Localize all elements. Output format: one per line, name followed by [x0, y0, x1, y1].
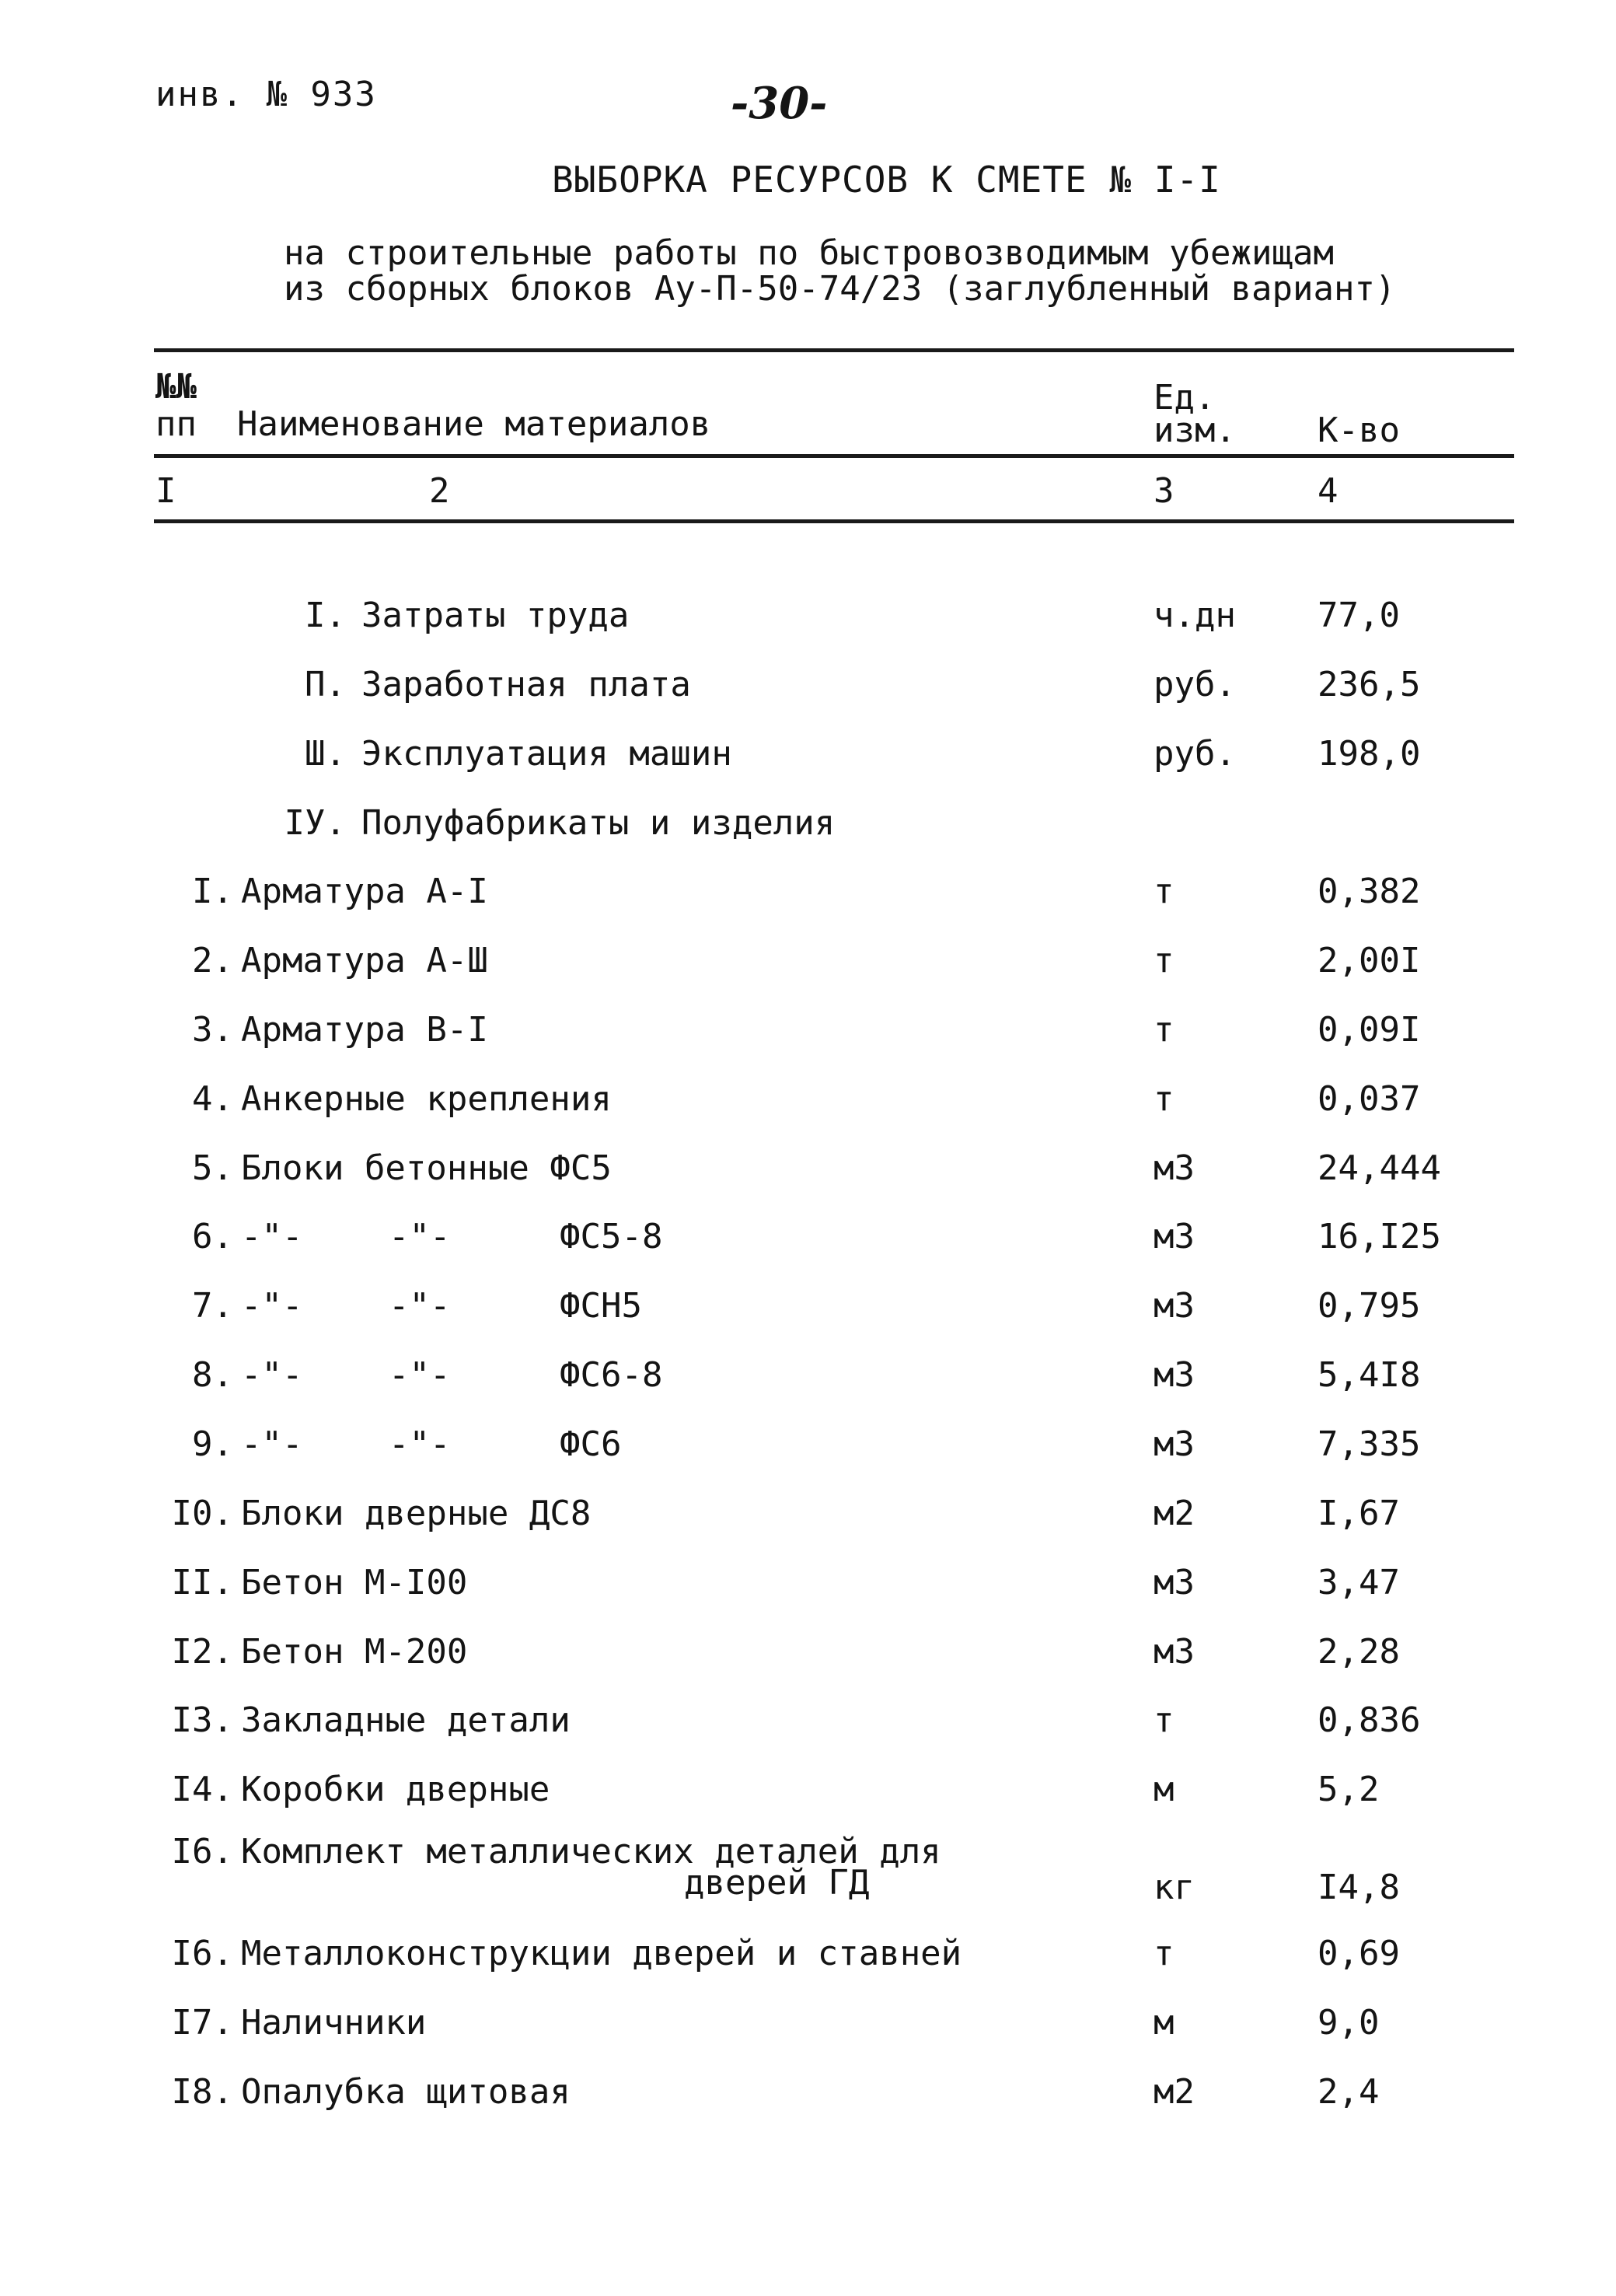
- row-name-line1: Комплект металлических деталей для: [241, 1832, 941, 1871]
- row-number: I0.: [171, 1494, 233, 1533]
- row-number: 8.: [192, 1355, 233, 1395]
- row-number: I4.: [171, 1770, 233, 1809]
- ditto-mark: -"-: [389, 1217, 451, 1256]
- row-name: Арматура В-I: [241, 1010, 488, 1050]
- row-unit: м2: [1154, 2072, 1195, 2112]
- row-number: 6.: [192, 1217, 233, 1256]
- row-unit: руб.: [1154, 665, 1236, 704]
- row-name: Коробки дверные: [241, 1770, 550, 1809]
- row-number: I2.: [171, 1632, 233, 1672]
- row-name: Блоки бетонные ФС5: [241, 1148, 612, 1188]
- column-number-rule: [154, 519, 1514, 523]
- ditto-mark: -"-: [241, 1355, 303, 1395]
- row-name: Наличники: [241, 2003, 427, 2043]
- row-number: II.: [171, 1563, 233, 1602]
- row-unit: м: [1154, 1770, 1174, 1809]
- row-number: 4.: [192, 1079, 233, 1119]
- row-unit: т: [1154, 1700, 1174, 1740]
- row-number: I8.: [171, 2072, 233, 2112]
- row-name: Заработная плата: [361, 665, 691, 704]
- row-quantity: 0,69: [1318, 1934, 1400, 1973]
- row-unit: т: [1154, 1010, 1174, 1050]
- row-name: Закладные детали: [241, 1700, 571, 1740]
- ditto-mark: -"-: [389, 1286, 451, 1326]
- row-name: Блоки дверные ДС8: [241, 1494, 592, 1533]
- row-number: 7.: [192, 1286, 233, 1326]
- row-name: Анкерные крепления: [241, 1079, 612, 1119]
- document-subtitle-line1: на строительные работы по быстровозводимым убежищам: [284, 233, 1335, 273]
- row-name: Затраты труда: [361, 596, 630, 635]
- row-unit: т: [1154, 1934, 1174, 1973]
- ditto-mark: -"-: [241, 1424, 303, 1464]
- row-quantity: 0,09I: [1318, 1010, 1421, 1050]
- row-name: Эксплуатация машин: [361, 734, 732, 774]
- row-name: Арматура А-Ш: [241, 941, 488, 980]
- row-number: Ш.: [305, 734, 346, 774]
- row-unit: м3: [1154, 1632, 1195, 1672]
- row-quantity: 0,382: [1318, 872, 1421, 911]
- row-name: Бетон М-200: [241, 1632, 468, 1672]
- row-unit: м3: [1154, 1148, 1195, 1188]
- row-name: Бетон М-I00: [241, 1563, 468, 1602]
- row-quantity: I,67: [1318, 1494, 1400, 1533]
- document-title: ВЫБОРКА РЕСУРСОВ К СМЕТЕ № I-I: [552, 159, 1221, 201]
- row-quantity: 5,2: [1318, 1770, 1380, 1809]
- block-mark: ФС6: [560, 1424, 622, 1464]
- header-quantity: К-во: [1318, 411, 1400, 450]
- row-unit: т: [1154, 1079, 1174, 1119]
- inventory-number: инв. № 933: [155, 75, 377, 114]
- row-quantity: 24,444: [1318, 1148, 1441, 1188]
- row-number: 5.: [192, 1148, 233, 1188]
- row-name: Полуфабрикаты и изделия: [361, 803, 836, 843]
- page-number: -30-: [731, 78, 828, 129]
- row-unit: м3: [1154, 1217, 1195, 1256]
- row-quantity: 7,335: [1318, 1424, 1421, 1464]
- row-number: I7.: [171, 2003, 233, 2043]
- row-number: I6.: [171, 1934, 233, 1973]
- header-rule: [154, 454, 1514, 458]
- row-quantity: 198,0: [1318, 734, 1421, 774]
- row-quantity: 3,47: [1318, 1563, 1400, 1602]
- row-quantity: 16,I25: [1318, 1217, 1441, 1256]
- ditto-mark: -"-: [241, 1286, 303, 1326]
- row-quantity: 77,0: [1318, 596, 1400, 635]
- row-unit: м3: [1154, 1286, 1195, 1326]
- row-number: I6.: [171, 1832, 233, 1871]
- ditto-mark: -"-: [241, 1217, 303, 1256]
- document-subtitle-line2: из сборных блоков Ау-П-50-74/23 (заглубленный вариант): [284, 269, 1396, 309]
- row-unit: т: [1154, 872, 1174, 911]
- row-quantity: 0,037: [1318, 1079, 1421, 1119]
- block-mark: ФС5-8: [560, 1217, 663, 1256]
- row-quantity: 2,4: [1318, 2072, 1380, 2112]
- column-number-1: I: [155, 471, 176, 511]
- row-unit: м3: [1154, 1355, 1195, 1395]
- row-quantity: I4,8: [1318, 1868, 1400, 1907]
- row-quantity: 2,28: [1318, 1632, 1400, 1672]
- row-quantity: 236,5: [1318, 665, 1421, 704]
- row-unit: т: [1154, 941, 1174, 980]
- row-unit: ч.дн: [1154, 596, 1236, 635]
- row-quantity: 2,00I: [1318, 941, 1421, 980]
- row-number: П.: [305, 665, 346, 704]
- row-name-line2: дверей ГД: [684, 1863, 870, 1903]
- header-unit-line2: изм.: [1154, 411, 1236, 450]
- header-material-name: Наименование материалов: [237, 404, 711, 444]
- header-unit-line1: Ед.: [1154, 378, 1216, 418]
- header-no-line2: пп: [155, 404, 197, 444]
- block-mark: ФСН5: [560, 1286, 642, 1326]
- header-no-line1: №№: [155, 367, 197, 407]
- row-number: 3.: [192, 1010, 233, 1050]
- row-name: Опалубка щитовая: [241, 2072, 571, 2112]
- row-quantity: 0,795: [1318, 1286, 1421, 1326]
- row-unit: м3: [1154, 1424, 1195, 1464]
- row-number: 9.: [192, 1424, 233, 1464]
- row-quantity: 9,0: [1318, 2003, 1380, 2043]
- row-number: IУ.: [284, 803, 346, 843]
- block-mark: ФС6-8: [560, 1355, 663, 1395]
- ditto-mark: -"-: [389, 1355, 451, 1395]
- column-number-4: 4: [1318, 471, 1339, 511]
- row-number: I.: [305, 596, 346, 635]
- column-number-3: 3: [1154, 471, 1174, 511]
- row-name: Арматура А-I: [241, 872, 488, 911]
- row-number: 2.: [192, 941, 233, 980]
- row-unit: кг: [1154, 1868, 1195, 1907]
- row-unit: м2: [1154, 1494, 1195, 1533]
- row-name: Металлоконструкции дверей и ставней: [241, 1934, 962, 1973]
- column-number-2: 2: [429, 471, 450, 511]
- row-unit: м: [1154, 2003, 1174, 2043]
- row-unit: руб.: [1154, 734, 1236, 774]
- ditto-mark: -"-: [389, 1424, 451, 1464]
- row-number: I3.: [171, 1700, 233, 1740]
- row-quantity: 5,4I8: [1318, 1355, 1421, 1395]
- table-top-rule: [154, 348, 1514, 352]
- row-quantity: 0,836: [1318, 1700, 1421, 1740]
- row-unit: м3: [1154, 1563, 1195, 1602]
- row-number: I.: [192, 872, 233, 911]
